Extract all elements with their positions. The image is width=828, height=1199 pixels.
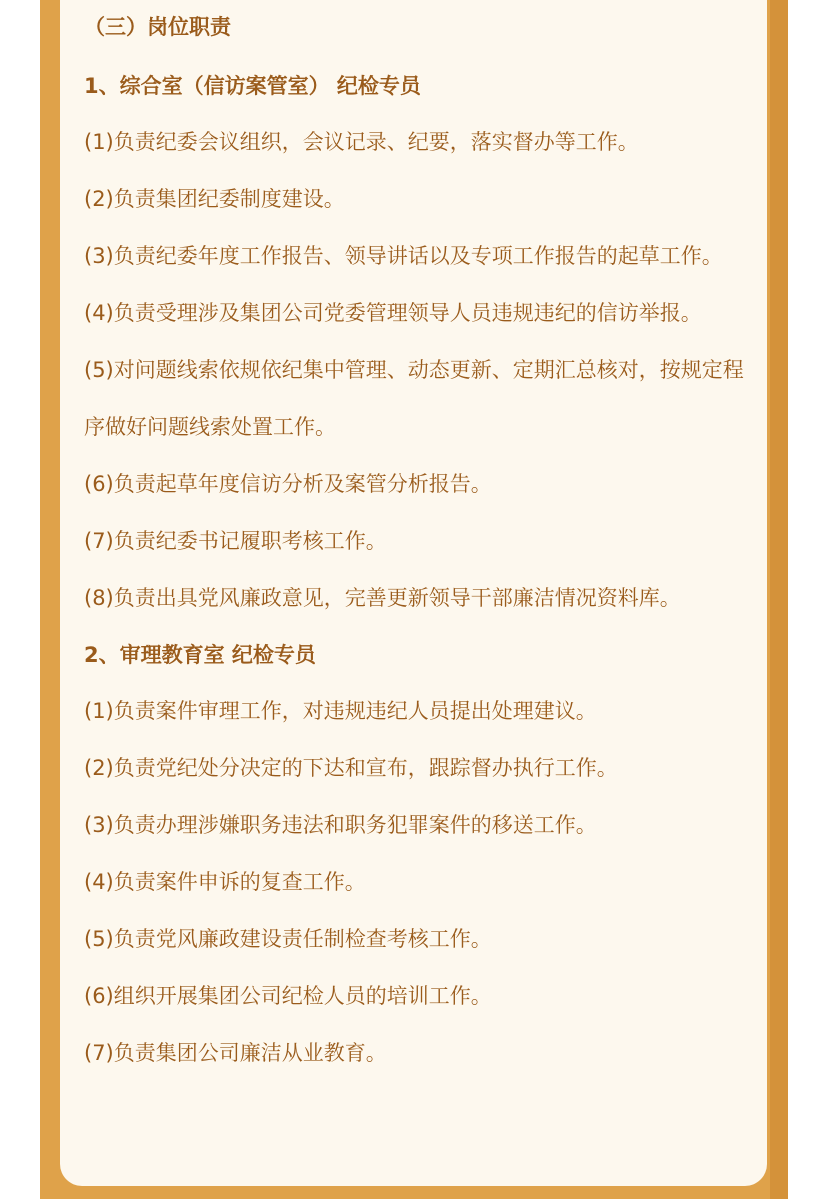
content-card — [60, 0, 767, 1186]
duty-item: (1)负责纪委会议组织，会议记录、纪要，落实督办等工作。 — [84, 130, 639, 154]
duty-item: (5)负责党风廉政建设责任制检查考核工作。 — [84, 927, 492, 951]
duty-item: (7)负责纪委书记履职考核工作。 — [84, 529, 387, 553]
duty-item: (4)负责受理涉及集团公司党委管理领导人员违规违纪的信访举报。 — [84, 301, 702, 325]
group-title-2: 2、审理教育室 纪检专员 — [84, 643, 316, 667]
duty-item: (2)负责集团纪委制度建设。 — [84, 187, 345, 211]
duty-item: (4)负责案件申诉的复查工作。 — [84, 870, 366, 894]
section-title: （三）岗位职责 — [84, 15, 231, 39]
duty-item: (3)负责办理涉嫌职务违法和职务犯罪案件的移送工作。 — [84, 813, 597, 837]
duty-item: (3)负责纪委年度工作报告、领导讲话以及专项工作报告的起草工作。 — [84, 244, 723, 268]
group-title-1: 1、综合室（信访案管室） 纪检专员 — [84, 74, 421, 98]
duty-item: (2)负责党纪处分决定的下达和宣布，跟踪督办执行工作。 — [84, 756, 618, 780]
duty-item: (6)负责起草年度信访分析及案管分析报告。 — [84, 472, 492, 496]
duty-item: (5)对问题线索依规依纪集中管理、动态更新、定期汇总核对，按规定程序做好问题线索处置工作。 — [84, 358, 744, 439]
duty-item: (8)负责出具党风廉政意见，完善更新领导干部廉洁情况资料库。 — [84, 586, 681, 610]
duty-item: (6)组织开展集团公司纪检人员的培训工作。 — [84, 984, 492, 1008]
duty-item: (1)负责案件审理工作，对违规违纪人员提出处理建议。 — [84, 699, 597, 723]
duty-item: (7)负责集团公司廉洁从业教育。 — [84, 1041, 387, 1065]
frame-right-shade — [770, 0, 788, 1199]
